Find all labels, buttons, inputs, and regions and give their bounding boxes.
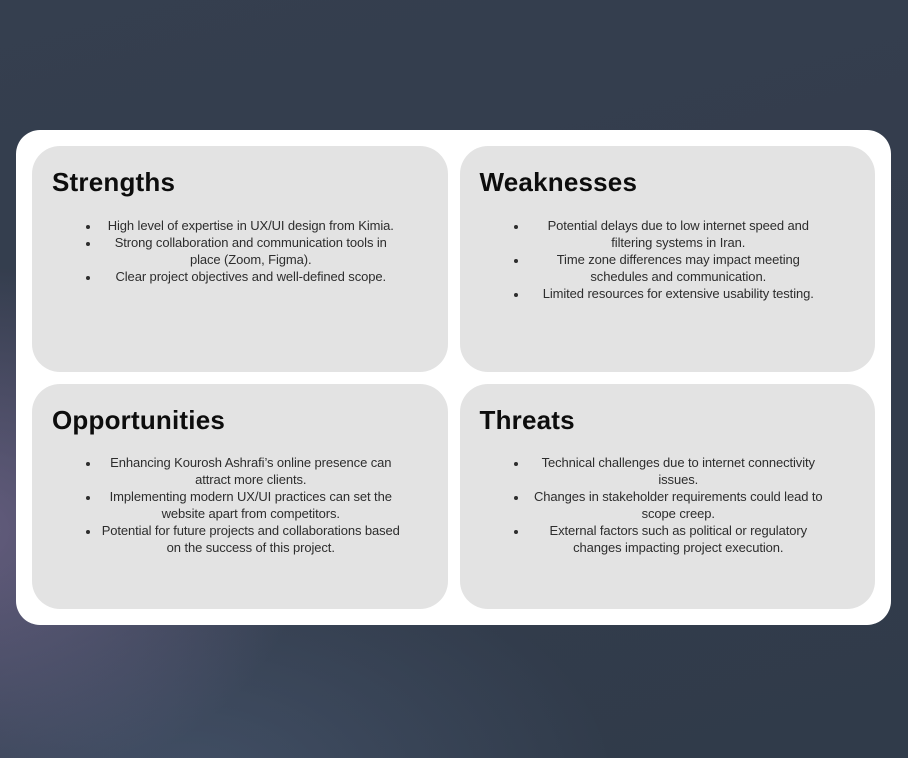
quadrant-title-opportunities: Opportunities: [52, 404, 226, 435]
list-item: • Implementing modern UX/UI practices can set the website apart from competitors.: [100, 488, 402, 522]
quadrant-threats: [460, 384, 876, 610]
list-item: • Strong collaboration and communication tools in place (Zoom, Figma).: [100, 234, 402, 268]
quadrant-title-strengths: Strengths: [52, 167, 176, 197]
list-item: • Limited resources for extensive usability testing.: [528, 285, 830, 302]
list-item: • Enhancing Kourosh Ashrafi’s online presence can attract more clients.: [100, 454, 402, 488]
strengths-list: [78, 217, 402, 285]
list-item: • Changes in stakeholder requirements could lead to scope creep.: [528, 488, 830, 522]
quadrant-title-threats: Threats: [479, 404, 575, 435]
quadrant-title-weaknesses: Weaknesses: [479, 167, 638, 197]
list-item: • Potential delays due to low internet speed and filtering systems in Iran.: [528, 217, 830, 251]
quadrant-opportunities: [32, 384, 448, 610]
list-item: • High level of expertise in UX/UI design from Kimia.: [100, 217, 402, 234]
weaknesses-list: [506, 217, 830, 302]
quadrant-weaknesses: [460, 146, 876, 372]
list-item: • External factors such as political or regulatory changes impacting project execution.: [528, 522, 830, 556]
opportunities-list: [78, 454, 402, 556]
quadrant-strengths: [32, 146, 448, 372]
list-item: • Potential for future projects and collaborations based on the success of this project.: [100, 522, 402, 556]
threats-list: [506, 454, 830, 556]
list-item: • Clear project objectives and well-defined scope.: [100, 268, 402, 285]
list-item: • Technical challenges due to internet connectivity issues.: [528, 454, 830, 488]
swot-board: [16, 130, 891, 625]
list-item: • Time zone differences may impact meeting schedules and communication.: [528, 251, 830, 285]
